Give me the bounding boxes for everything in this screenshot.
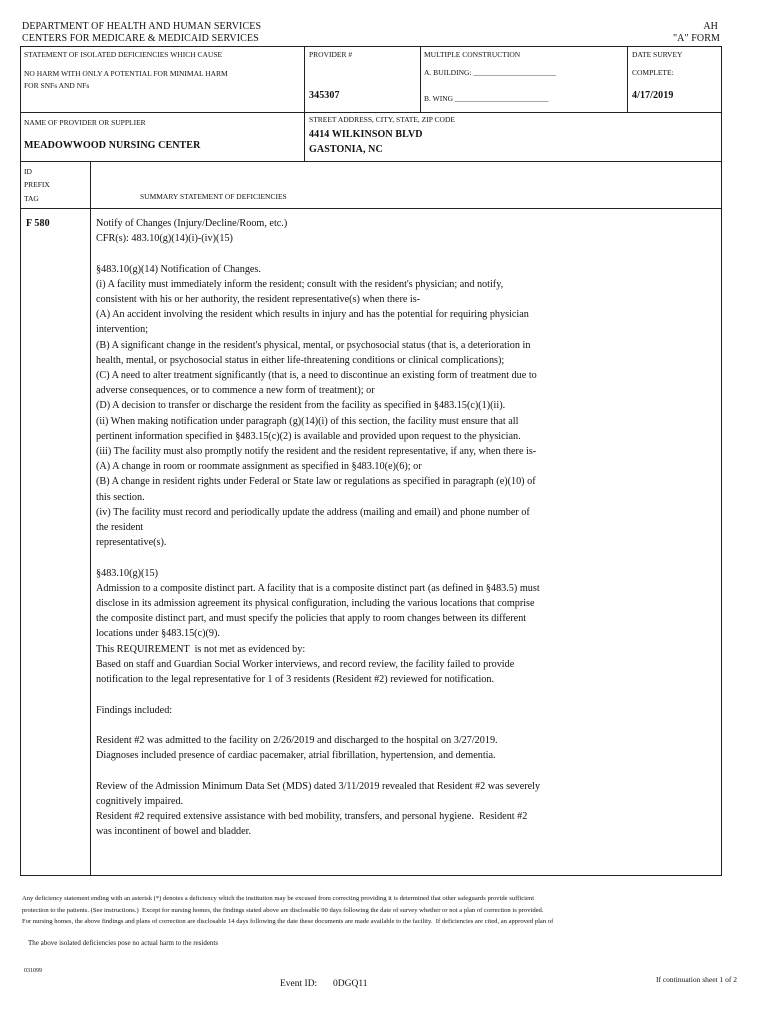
department-title: DEPARTMENT OF HEALTH AND HUMAN SERVICES [22,21,262,32]
id-label: ID [24,167,32,176]
wing-field: B. WING _________________________ [424,94,549,103]
prefix-label: PREFIX [24,180,50,189]
building-field: A. BUILDING: ______________________ [424,68,556,77]
survey-date: 4/17/2019 [632,90,674,101]
form-name: "A" FORM [672,33,720,44]
continuation-sheet: If continuation sheet 1 of 2 [655,975,737,984]
complete-label: COMPLETE: [632,68,674,77]
provider-label: PROVIDER # [309,50,353,59]
summary-statement-label: SUMMARY STATEMENT OF DEFICIENCIES [140,192,287,201]
date-survey-label: DATE SURVEY [632,50,683,59]
provider-name: MEADOWWOOD NURSING CENTER [24,140,201,151]
statement-line3: FOR SNFs AND NFs [24,81,90,90]
city-state: GASTONIA, NC [309,144,383,155]
event-id-value: 0DGQ11 [333,979,368,989]
statement-label: STATEMENT OF ISOLATED DEFICIENCIES WHICH CAUSE [24,50,223,59]
provider-number: 345307 [309,90,340,101]
tag-label: TAG [24,194,39,203]
street-address-label: STREET ADDRESS, CITY, STATE, ZIP CODE [309,115,455,124]
form-code: AH [703,21,718,32]
multiple-construction-label: MULTIPLE CONSTRUCTION [424,50,521,59]
statement-line2: NO HARM WITH ONLY A POTENTIAL FOR MINIMAL HARM [24,69,228,78]
deficiency-text: Notify of Changes (Injury/Decline/Room, etc.) CFR(s): 483.10(g)(14)(i)-(iv)(15) §483.10(g)(14) Notification of Changes. (i) A facility must immediately inform the resident; consult with the resident's physician; and notify, consistent with his or her authority, the resident representative(s) when there is- (A) An accident involving the resident which results in injury and has the potential for requiring physician intervention; (B) A significant change in the resident's physical, mental, or psychosocial status (that is, a deterioration in health, mental, or psychosocial status in either life-threatening conditions or clinical complications); (C) A need to alter treatment significantly (that is, a need to discontinue an existing form of treatment due to adverse consequences, or to commence a new form of treatment); or (D) A decision to transfer or discharge the resident from the facility as specified in §483.15(c)(1)(ii). (ii) When making notification under paragraph (g)(14)(i) of this section, the facility must ensure that all pertinent information specified in §483.15(c)(2) is available and provided upon request to the physician. (iii) The facility must also promptly notify the resident and the resident representative, if any, when there is- (A) A change in room or roommate assignment as specified in §483.10(e)(6); or (B) A change in resident rights under Federal or State law or regulations as specified in paragraph (e)(10) of this section. (iv) The facility must record and periodically update the address (mailing and email) and phone number of the resident representative(s). §483.10(g)(15) Admission to a composite distinct part. A facility that is a composite distinct part (as defined in §483.5) must disclose in its admission agreement its physical configuration, including the various locations that comprise the composite distinct part, and must specify the policies that apply to room changes between its different locations under §483.15(c)(9). This REQUIREMENT is not met as evidenced by: Based on staff and Guardian Social Worker interviews, and record review, the facility failed to provide notification to the legal representative for 1 of 3 residents (Resident #2) reviewed for notification. Findings included: Resident #2 was admitted to the facility on 2/26/2019 and discharged to the hospital on 3/27/2019. Diagnoses included presence of cardiac pacemaker, atrial fibrillation, hypertension, and dementia. Review of the Admission Minimum Data Set (MDS) dated 3/11/2019 revealed that Resident #2 was severely cognitively impaired. Resident #2 required extensive assistance with bed mobility, transfers, and personal hygiene. Resident #2 was incontinent of bowel and bladder. [96,218,541,838]
agency-title: CENTERS FOR MEDICARE & MEDICAID SERVICES [22,33,259,44]
form-number: 031099 [24,968,42,974]
provider-name-label: NAME OF PROVIDER OR SUPPLIER [24,118,146,127]
deficiency-disclaimer: Any deficiency statement ending with an asterisk (*) denotes a deficiency which the institution may be excused from correcting providing it is determined that other safeguards provide sufficient protection to the patients. (See instructions.) Except for nursing homes, the findings stated above are disclosable 90 days following the date of survey whether or not a plan of correction is provided. For nursing homes, the above findings and plans of correction are disclosable 14 days following the date these documents are made available to the facility. If deficiencies are cited, an approved plan of [22,895,554,925]
street-address: 4414 WILKINSON BLVD [309,129,423,140]
deficiency-tag: F 580 [26,218,50,229]
event-id-label: Event ID: [280,979,318,989]
isolated-deficiencies-note: The above isolated deficiencies pose no actual harm to the residents [28,939,219,947]
